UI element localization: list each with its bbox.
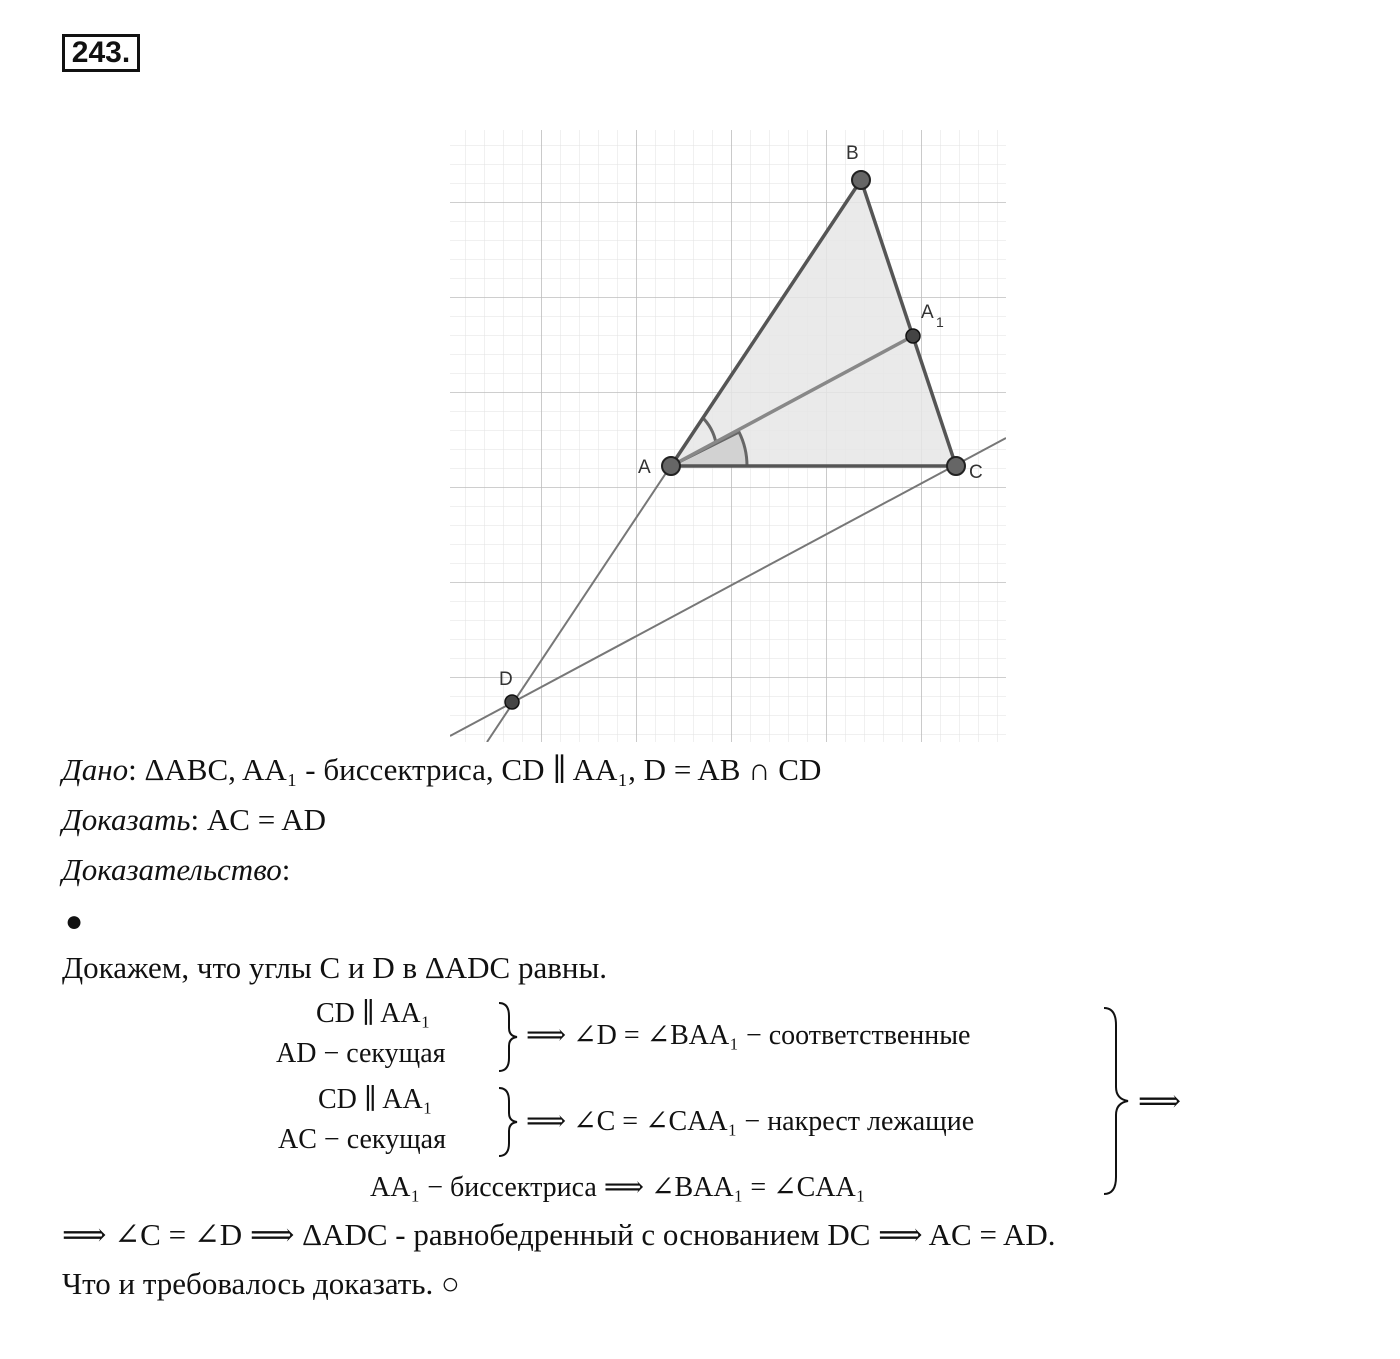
point-b bbox=[852, 171, 870, 189]
geometry-figure bbox=[450, 130, 1006, 742]
label-d: D bbox=[499, 669, 513, 690]
system-row3: AA₁ − биссектриса ⟹ ∠BAA₁ = ∠CAA₁ bbox=[370, 1172, 866, 1203]
point-d bbox=[505, 695, 519, 709]
given-label: Дано bbox=[62, 752, 129, 787]
given-text: : ΔABC, AA₁ - биссектриса, CD ∥ AA₁, D = AB ∩ CD bbox=[128, 752, 822, 787]
system-row2-a: CD ∥ AA₁ bbox=[318, 1084, 433, 1115]
system-row2-b: AC − секущая bbox=[278, 1124, 446, 1155]
prove-line bbox=[62, 802, 326, 838]
label-a1-subscript: 1 bbox=[936, 314, 944, 330]
label-c: C bbox=[969, 462, 983, 483]
conclusion-line: ⟹ ∠C = ∠D ⟹ ΔADC - равнобедренный с основанием DC ⟹ AC = AD. bbox=[62, 1217, 1056, 1252]
given-line bbox=[62, 752, 821, 788]
label-a1: A bbox=[921, 302, 934, 323]
bullet: ● bbox=[65, 905, 84, 938]
proof-colon: : bbox=[281, 852, 291, 887]
point-a bbox=[662, 457, 680, 475]
problem-number: 243. bbox=[62, 34, 140, 72]
large-brace bbox=[1098, 1005, 1138, 1205]
system-row1-a: CD ∥ AA₁ bbox=[316, 998, 431, 1029]
proof-line bbox=[62, 852, 290, 888]
proof-label: Доказательство bbox=[62, 852, 282, 887]
point-c bbox=[947, 457, 965, 475]
qed-line: Что и требовалось доказать. ○ bbox=[62, 1266, 460, 1301]
system-row2-c: ⟹ ∠C = ∠CAA₁ − накрест лежащие bbox=[526, 1106, 975, 1137]
prove-text: : AC = AD bbox=[190, 802, 327, 837]
small-brace-1 bbox=[495, 1000, 525, 1180]
system-result-arrow: ⟹ bbox=[1138, 1085, 1182, 1118]
label-b: B bbox=[846, 143, 859, 164]
system-row1-c: ⟹ ∠D = ∠BAA₁ − соответственные bbox=[526, 1020, 971, 1051]
system-row1-b: AD − секущая bbox=[276, 1038, 446, 1069]
prove-label: Доказать bbox=[62, 802, 191, 837]
point-a1 bbox=[906, 329, 920, 343]
label-a: A bbox=[638, 457, 651, 478]
intro-line: Докажем, что углы C и D в ΔADC равны. bbox=[62, 950, 608, 985]
